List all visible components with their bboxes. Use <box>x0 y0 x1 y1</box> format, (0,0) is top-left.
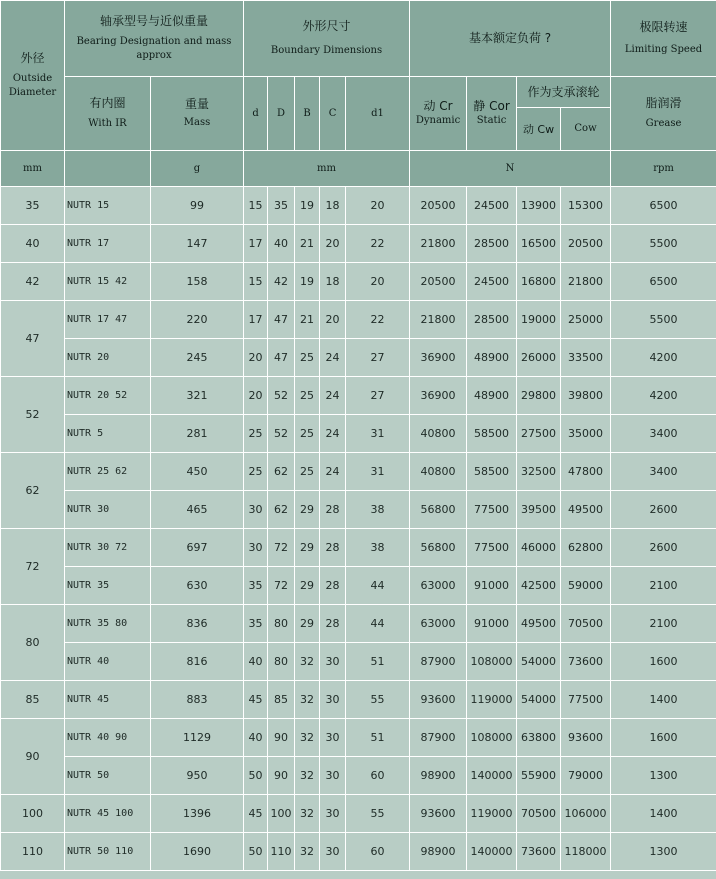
cell-B: 32 <box>295 833 320 871</box>
cell-rpm: 4200 <box>611 377 716 415</box>
cell-B: 32 <box>295 757 320 795</box>
cell-cw: 63800 <box>517 719 561 757</box>
cell-outside-diameter: 52 <box>1 377 65 453</box>
cell-d: 17 <box>244 301 268 339</box>
cell-C: 30 <box>320 795 346 833</box>
cell-C: 24 <box>320 453 346 491</box>
cell-B: 32 <box>295 795 320 833</box>
cell-cow: 49500 <box>561 491 611 529</box>
cell-C: 30 <box>320 719 346 757</box>
cell-C: 28 <box>320 605 346 643</box>
table-row <box>1 757 716 795</box>
header-track-roller: 作为支承滚轮 <box>517 77 611 108</box>
table-row <box>1 567 716 605</box>
cell-C: 18 <box>320 263 346 301</box>
cell-B: 32 <box>295 643 320 681</box>
cell-cow: 20500 <box>561 225 611 263</box>
cell-rpm: 6500 <box>611 187 716 225</box>
cell-outside-diameter: 40 <box>1 225 65 263</box>
cell-d: 45 <box>244 795 268 833</box>
table-row <box>1 833 716 871</box>
cell-B: 21 <box>295 301 320 339</box>
cell-rpm: 5500 <box>611 225 716 263</box>
cell-designation: NUTR 50 <box>65 757 151 795</box>
cell-D: 35 <box>268 187 295 225</box>
cell-cor: 77500 <box>467 529 517 567</box>
header-C: C <box>320 77 346 151</box>
cell-mass: 450 <box>151 453 244 491</box>
cell-C: 30 <box>320 833 346 871</box>
cell-d1: 55 <box>346 795 410 833</box>
cell-rpm: 1400 <box>611 795 716 833</box>
cell-D: 85 <box>268 681 295 719</box>
cell-cow: 70500 <box>561 605 611 643</box>
cell-d1: 20 <box>346 263 410 301</box>
cell-C: 18 <box>320 187 346 225</box>
cell-cor: 28500 <box>467 225 517 263</box>
cell-B: 21 <box>295 225 320 263</box>
cell-D: 80 <box>268 605 295 643</box>
cell-outside-diameter: 90 <box>1 719 65 795</box>
cell-cow: 47800 <box>561 453 611 491</box>
cell-cr: 36900 <box>410 339 467 377</box>
cell-C: 30 <box>320 757 346 795</box>
cell-d: 25 <box>244 453 268 491</box>
cell-mass: 1690 <box>151 833 244 871</box>
table-row <box>1 681 716 719</box>
cell-cw: 55900 <box>517 757 561 795</box>
cell-d: 30 <box>244 529 268 567</box>
cell-cw: 46000 <box>517 529 561 567</box>
cell-D: 62 <box>268 453 295 491</box>
cell-rpm: 1300 <box>611 757 716 795</box>
cell-cow: 62800 <box>561 529 611 567</box>
table-row <box>1 453 716 491</box>
cell-cr: 21800 <box>410 225 467 263</box>
cell-cor: 140000 <box>467 757 517 795</box>
table-row <box>1 339 716 377</box>
cell-rpm: 4200 <box>611 339 716 377</box>
table-row <box>1 225 716 263</box>
table-row <box>1 377 716 415</box>
cell-cor: 108000 <box>467 643 517 681</box>
table-row <box>1 795 716 833</box>
cell-B: 25 <box>295 377 320 415</box>
cell-B: 32 <box>295 719 320 757</box>
cell-cow: 39800 <box>561 377 611 415</box>
cell-cor: 24500 <box>467 187 517 225</box>
unit-dims: mm <box>244 151 410 187</box>
table-row <box>1 719 716 757</box>
cell-d: 45 <box>244 681 268 719</box>
cell-d: 20 <box>244 339 268 377</box>
cell-mass: 816 <box>151 643 244 681</box>
cell-cr: 36900 <box>410 377 467 415</box>
header-limiting-speed: 极限转速 Limiting Speed <box>611 1 716 77</box>
cell-mass: 836 <box>151 605 244 643</box>
cell-B: 19 <box>295 187 320 225</box>
cell-D: 40 <box>268 225 295 263</box>
cell-cw: 13900 <box>517 187 561 225</box>
cell-cow: 35000 <box>561 415 611 453</box>
cell-cw: 73600 <box>517 833 561 871</box>
header-grease: 脂润滑 Grease <box>611 77 716 151</box>
cell-rpm: 1400 <box>611 681 716 719</box>
cell-designation: NUTR 15 <box>65 187 151 225</box>
cell-cw: 32500 <box>517 453 561 491</box>
header-with-ir: 有内圈 With IR <box>65 77 151 151</box>
cell-mass: 158 <box>151 263 244 301</box>
cell-cow: 79000 <box>561 757 611 795</box>
cell-cr: 98900 <box>410 833 467 871</box>
cell-mass: 99 <box>151 187 244 225</box>
cell-d: 15 <box>244 263 268 301</box>
cell-outside-diameter: 62 <box>1 453 65 529</box>
cell-D: 100 <box>268 795 295 833</box>
cell-C: 30 <box>320 643 346 681</box>
cell-D: 90 <box>268 757 295 795</box>
cell-cor: 91000 <box>467 605 517 643</box>
cell-cr: 98900 <box>410 757 467 795</box>
cell-d1: 38 <box>346 529 410 567</box>
cell-cor: 28500 <box>467 301 517 339</box>
cell-d: 50 <box>244 833 268 871</box>
cell-cr: 93600 <box>410 795 467 833</box>
header-cw: 动 Cw <box>517 108 561 151</box>
cell-C: 28 <box>320 567 346 605</box>
cell-cor: 48900 <box>467 339 517 377</box>
table-row <box>1 491 716 529</box>
header-cow: Cow <box>561 108 611 151</box>
cell-cr: 40800 <box>410 453 467 491</box>
cell-d: 20 <box>244 377 268 415</box>
cell-designation: NUTR 25 62 <box>65 453 151 491</box>
cell-C: 24 <box>320 339 346 377</box>
cell-d: 35 <box>244 605 268 643</box>
cell-C: 28 <box>320 491 346 529</box>
unit-od: mm <box>1 151 65 187</box>
cell-cr: 63000 <box>410 567 467 605</box>
cell-cr: 56800 <box>410 529 467 567</box>
cell-mass: 245 <box>151 339 244 377</box>
cell-d: 35 <box>244 567 268 605</box>
cell-d1: 27 <box>346 377 410 415</box>
cell-D: 52 <box>268 415 295 453</box>
cell-cow: 25000 <box>561 301 611 339</box>
cell-cor: 77500 <box>467 491 517 529</box>
cell-cw: 42500 <box>517 567 561 605</box>
cell-C: 20 <box>320 301 346 339</box>
header-outside-diameter: 外径 Outside Diameter <box>1 1 65 151</box>
cell-designation: NUTR 30 72 <box>65 529 151 567</box>
cell-cor: 58500 <box>467 453 517 491</box>
cell-cow: 15300 <box>561 187 611 225</box>
cell-cow: 93600 <box>561 719 611 757</box>
table-header <box>1 1 716 187</box>
cell-B: 29 <box>295 567 320 605</box>
cell-mass: 630 <box>151 567 244 605</box>
header-mass: 重量 Mass <box>151 77 244 151</box>
table-row <box>1 187 716 225</box>
cell-cow: 59000 <box>561 567 611 605</box>
cell-cow: 106000 <box>561 795 611 833</box>
cell-outside-diameter: 35 <box>1 187 65 225</box>
cell-designation: NUTR 17 <box>65 225 151 263</box>
header-boundary-dimensions: 外形尺寸 Boundary Dimensions <box>244 1 410 77</box>
cell-designation: NUTR 20 <box>65 339 151 377</box>
cell-designation: NUTR 45 100 <box>65 795 151 833</box>
cell-d1: 20 <box>346 187 410 225</box>
cell-cow: 33500 <box>561 339 611 377</box>
cell-cow: 73600 <box>561 643 611 681</box>
cell-C: 24 <box>320 377 346 415</box>
cell-outside-diameter: 100 <box>1 795 65 833</box>
cell-rpm: 1600 <box>611 643 716 681</box>
cell-designation: NUTR 40 <box>65 643 151 681</box>
cell-designation: NUTR 17 47 <box>65 301 151 339</box>
cell-d1: 22 <box>346 225 410 263</box>
cell-D: 42 <box>268 263 295 301</box>
cell-B: 29 <box>295 529 320 567</box>
cell-designation: NUTR 30 <box>65 491 151 529</box>
cell-rpm: 2600 <box>611 491 716 529</box>
cell-D: 110 <box>268 833 295 871</box>
header-designation: 轴承型号与近似重量 Bearing Designation and mass approx <box>65 1 244 77</box>
cell-cor: 119000 <box>467 795 517 833</box>
cell-d1: 44 <box>346 605 410 643</box>
cell-rpm: 6500 <box>611 263 716 301</box>
cell-cw: 29800 <box>517 377 561 415</box>
cell-outside-diameter: 85 <box>1 681 65 719</box>
cell-d1: 51 <box>346 643 410 681</box>
cell-d: 40 <box>244 719 268 757</box>
cell-cow: 77500 <box>561 681 611 719</box>
cell-outside-diameter: 42 <box>1 263 65 301</box>
cell-outside-diameter: 47 <box>1 301 65 377</box>
cell-cw: 49500 <box>517 605 561 643</box>
cell-cor: 108000 <box>467 719 517 757</box>
table-row <box>1 643 716 681</box>
cell-d: 50 <box>244 757 268 795</box>
cell-cor: 140000 <box>467 833 517 871</box>
cell-cr: 56800 <box>410 491 467 529</box>
cell-d: 30 <box>244 491 268 529</box>
cell-d1: 60 <box>346 833 410 871</box>
header-D: D <box>268 77 295 151</box>
header-load-rating: 基本额定负荷 ? <box>410 1 611 77</box>
cell-d1: 22 <box>346 301 410 339</box>
table-row <box>1 301 716 339</box>
cell-mass: 147 <box>151 225 244 263</box>
cell-C: 28 <box>320 529 346 567</box>
cell-B: 25 <box>295 453 320 491</box>
cell-D: 72 <box>268 529 295 567</box>
table-row <box>1 605 716 643</box>
cell-outside-diameter: 110 <box>1 833 65 871</box>
cell-designation: NUTR 40 90 <box>65 719 151 757</box>
cell-C: 30 <box>320 681 346 719</box>
cell-B: 25 <box>295 339 320 377</box>
cell-cw: 54000 <box>517 681 561 719</box>
cell-mass: 321 <box>151 377 244 415</box>
cell-D: 47 <box>268 339 295 377</box>
cell-C: 20 <box>320 225 346 263</box>
cell-D: 47 <box>268 301 295 339</box>
cell-mass: 281 <box>151 415 244 453</box>
cell-cw: 26000 <box>517 339 561 377</box>
table-row <box>1 263 716 301</box>
cell-cow: 118000 <box>561 833 611 871</box>
cell-rpm: 3400 <box>611 415 716 453</box>
cell-designation: NUTR 15 42 <box>65 263 151 301</box>
table-row <box>1 415 716 453</box>
header-B: B <box>295 77 320 151</box>
header-d1: d1 <box>346 77 410 151</box>
cell-rpm: 2100 <box>611 605 716 643</box>
cell-cw: 54000 <box>517 643 561 681</box>
table-body <box>1 187 716 871</box>
cell-d1: 31 <box>346 453 410 491</box>
cell-designation: NUTR 35 <box>65 567 151 605</box>
cell-B: 29 <box>295 491 320 529</box>
cell-rpm: 1600 <box>611 719 716 757</box>
cell-C: 24 <box>320 415 346 453</box>
cell-cr: 40800 <box>410 415 467 453</box>
cell-mass: 697 <box>151 529 244 567</box>
cell-D: 90 <box>268 719 295 757</box>
cell-d: 40 <box>244 643 268 681</box>
cell-d1: 31 <box>346 415 410 453</box>
header-static: 静 Cor Static <box>467 77 517 151</box>
cell-d: 15 <box>244 187 268 225</box>
cell-D: 80 <box>268 643 295 681</box>
cell-cr: 63000 <box>410 605 467 643</box>
cell-B: 29 <box>295 605 320 643</box>
units-row <box>1 151 716 187</box>
cell-cw: 16800 <box>517 263 561 301</box>
cell-cr: 87900 <box>410 719 467 757</box>
cell-cw: 16500 <box>517 225 561 263</box>
cell-designation: NUTR 20 52 <box>65 377 151 415</box>
cell-mass: 883 <box>151 681 244 719</box>
cell-mass: 220 <box>151 301 244 339</box>
cell-cor: 24500 <box>467 263 517 301</box>
cell-cr: 21800 <box>410 301 467 339</box>
unit-load: N <box>410 151 611 187</box>
cell-B: 19 <box>295 263 320 301</box>
cell-cor: 58500 <box>467 415 517 453</box>
cell-rpm: 3400 <box>611 453 716 491</box>
cell-D: 62 <box>268 491 295 529</box>
cell-mass: 1129 <box>151 719 244 757</box>
cell-D: 72 <box>268 567 295 605</box>
cell-cr: 93600 <box>410 681 467 719</box>
cell-d1: 27 <box>346 339 410 377</box>
cell-cw: 19000 <box>517 301 561 339</box>
unit-designation-blank <box>65 151 151 187</box>
cell-d1: 38 <box>346 491 410 529</box>
cell-designation: NUTR 50 110 <box>65 833 151 871</box>
cell-d1: 55 <box>346 681 410 719</box>
cell-outside-diameter: 72 <box>1 529 65 605</box>
cell-designation: NUTR 35 80 <box>65 605 151 643</box>
unit-speed: rpm <box>611 151 716 187</box>
cell-cor: 119000 <box>467 681 517 719</box>
cell-designation: NUTR 5 <box>65 415 151 453</box>
cell-mass: 465 <box>151 491 244 529</box>
cell-d: 25 <box>244 415 268 453</box>
cell-cw: 70500 <box>517 795 561 833</box>
cell-cow: 21800 <box>561 263 611 301</box>
cell-d1: 60 <box>346 757 410 795</box>
unit-mass: g <box>151 151 244 187</box>
cell-mass: 950 <box>151 757 244 795</box>
cell-cw: 39500 <box>517 491 561 529</box>
cell-cor: 48900 <box>467 377 517 415</box>
cell-B: 25 <box>295 415 320 453</box>
cell-cr: 20500 <box>410 187 467 225</box>
cell-d: 17 <box>244 225 268 263</box>
cell-cr: 20500 <box>410 263 467 301</box>
cell-outside-diameter: 80 <box>1 605 65 681</box>
cell-rpm: 2600 <box>611 529 716 567</box>
cell-rpm: 1300 <box>611 833 716 871</box>
table-row <box>1 529 716 567</box>
cell-cor: 91000 <box>467 567 517 605</box>
cell-rpm: 5500 <box>611 301 716 339</box>
header-d: d <box>244 77 268 151</box>
cell-cr: 87900 <box>410 643 467 681</box>
cell-d1: 51 <box>346 719 410 757</box>
cell-mass: 1396 <box>151 795 244 833</box>
cell-rpm: 2100 <box>611 567 716 605</box>
cell-designation: NUTR 45 <box>65 681 151 719</box>
cell-d1: 44 <box>346 567 410 605</box>
cell-D: 52 <box>268 377 295 415</box>
cell-cw: 27500 <box>517 415 561 453</box>
cell-B: 32 <box>295 681 320 719</box>
header-dynamic: 动 Cr Dynamic <box>410 77 467 151</box>
